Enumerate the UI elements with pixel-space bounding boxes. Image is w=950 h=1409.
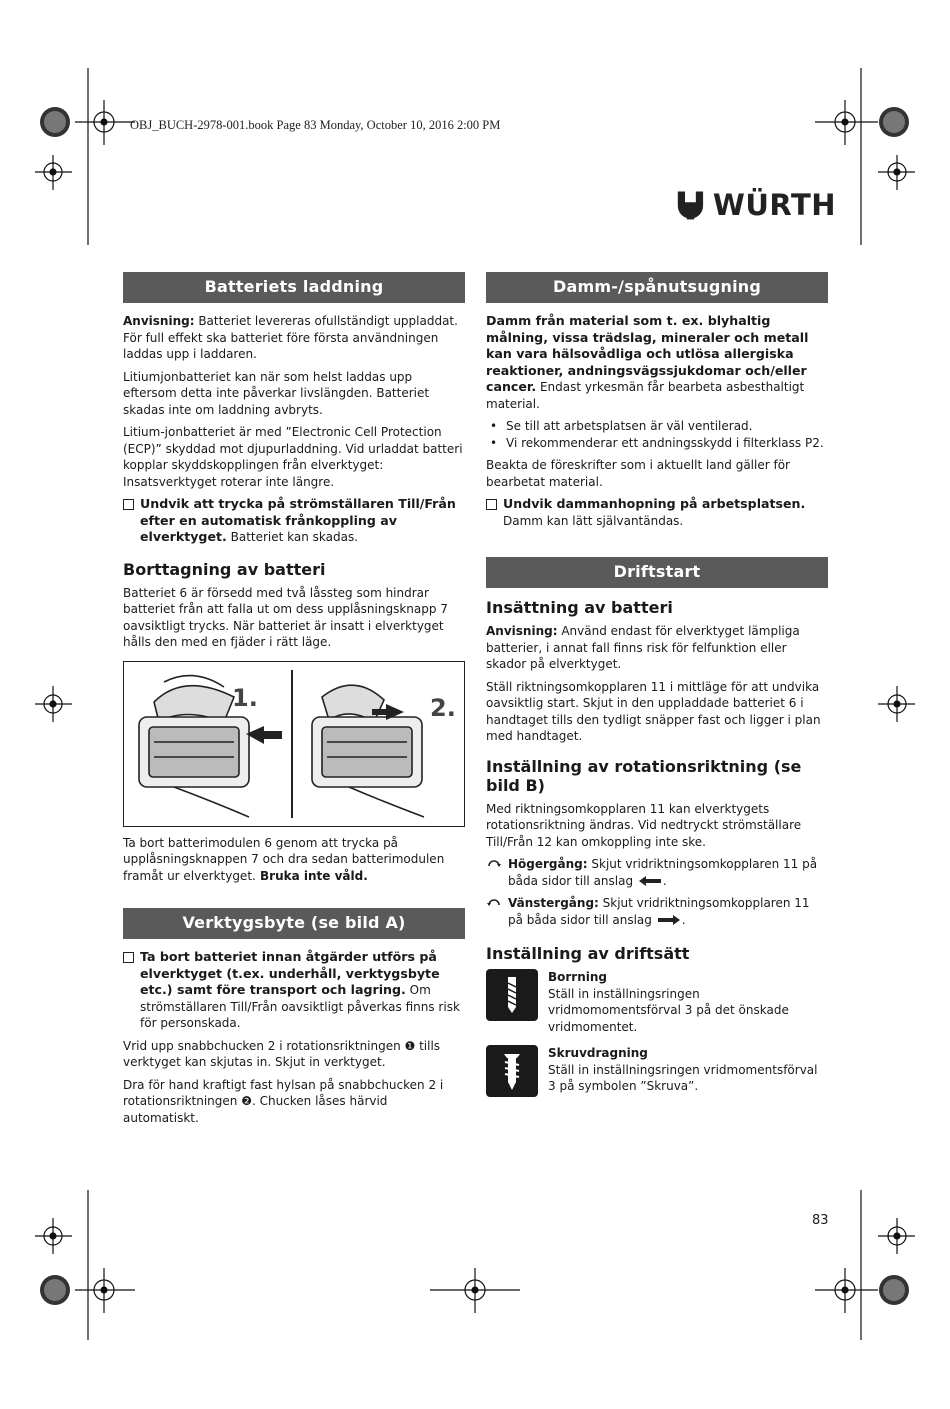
bullet-list (486, 418, 828, 451)
battery-pack-drawing (124, 662, 464, 824)
print-header: OBJ_BUCH-2978-001.book Page 83 Monday, October 10, 2016 2:00 PM (130, 118, 501, 132)
paragraph: Ta bort batterimodulen 6 genom att trycka på upplåsningsknappen 7 och dra sedan batterimodulen framåt ur elverktyget. Bruka inte våld. (123, 835, 445, 883)
section-title-dust-extraction: Damm-/spånutsugning (486, 272, 828, 303)
step-label: 2. (430, 693, 456, 722)
mode-drilling (486, 969, 828, 1035)
mode-title: Skruvdragning (548, 1046, 648, 1060)
mode-description: Ställ in inställningsringen vridmomentsförval 3 på symbolen ”Skruva”. (548, 1062, 818, 1093)
list-item: • Vi rekommenderar ett andningsskydd i filterklass P2. (506, 435, 828, 452)
checkbox-bullet-icon (123, 499, 134, 510)
clockwise-rotation-icon (486, 856, 502, 872)
battery-removal-illustration (123, 661, 465, 827)
checkbox-bullet-icon (486, 499, 497, 510)
paragraph: Litium-jonbatteriet är med ”Electronic Cell Protection (ECP)” skyddad mot djupurladdning. Vid urladdat batteri kopplar skyddskopplingen från elverktyget: Insatsverktyget roterar inte längre. (123, 425, 463, 489)
arrow-left-icon (639, 876, 661, 886)
step-label: 1. (232, 683, 258, 712)
section-title-tool-change: Verktygsbyte (se bild A) (123, 908, 465, 939)
paragraph: Beakta de föreskrifter som i aktuellt land gäller för bearbetat material. (486, 458, 790, 489)
wurth-emblem-icon (676, 188, 705, 222)
screw-icon (486, 1045, 538, 1097)
checkbox-bullet-icon (123, 952, 134, 963)
subheading-operating-mode: Inställning av driftsätt (486, 944, 690, 963)
right-column (486, 272, 828, 1107)
paragraph: Vrid upp snabbchucken 2 i rotationsriktningen ❶ tills verktyget kan skjutas in. Skjut in verktyget. (123, 1038, 441, 1069)
left-column (123, 272, 465, 1132)
warning-note: Undvik att trycka på strömställaren Till/Från efter en automatisk frånkoppling av elverktyget. Batteriet kan skadas. (123, 496, 465, 546)
drill-bit-icon (486, 969, 538, 1021)
rotation-left-item: Vänstergång: Skjut vridriktningsomkopplaren 11 på båda sidor till anslag . (486, 895, 828, 928)
paragraph: Ställ riktningsomkopplaren 11 i mittläge för att undvika oavsiktlig start. Skjut in den uppladdade batteriet 6 i handtaget tills den tydligt snäpper fast och ligger i plan med handtaget. (486, 679, 821, 743)
subheading-rotation-direction: Inställning av rotationsriktning (se bild B) (486, 756, 802, 795)
figure-divider (291, 670, 293, 818)
mode-title: Borrning (548, 970, 608, 984)
paragraph: Dra för hand kraftigt fast hylsan på snabbchucken 2 i rotationsriktningen ❷. Chucken låses härvid automatiskt. (123, 1077, 444, 1125)
brand-logo (676, 187, 836, 223)
mode-screwdriving (486, 1045, 828, 1097)
page-number: 83 (812, 1213, 829, 1228)
warning-note: Ta bort batteriet innan åtgärder utförs på elverktyget (t.ex. underhåll, verktygsbyte etc.) samt före transport och lagring. Om strömställaren Till/Från oavsiktligt påverkas finns risk för personskada. (123, 949, 465, 1032)
arrow-right-icon (658, 915, 680, 925)
warning-note: Undvik dammanhopning på arbetsplatsen. Damm kan lätt självantändas. (486, 496, 828, 529)
subheading-battery-insertion: Insättning av batteri (486, 598, 673, 617)
section-title-start-up: Driftstart (486, 557, 828, 588)
section-title-battery-charging: Batteriets laddning (123, 272, 465, 303)
paragraph: Anvisning: Använd endast för elverktyget lämpliga batterier, i annat fall finns risk för felfunktion eller skador på elverktyget. (486, 624, 800, 671)
subheading-battery-removal: Borttagning av batteri (123, 559, 326, 579)
paragraph: Damm från material som t. ex. blyhaltig målning, vissa trädslag, mineraler och metall kan vara hälsovådliga och utlösa allergiska reaktioner, andningsvägssjukdomar och/eller cancer. Endast yrkesmän får bearbeta asbesthaltigt material. (486, 313, 809, 411)
paragraph: Med riktningsomkopplaren 11 kan elverktygets rotationsriktning ändras. Vid nedtryckt strömställare Till/Från 12 kan omkoppling inte ske. (486, 801, 802, 849)
list-item: • Se till att arbetsplatsen är väl ventilerad. (506, 418, 828, 435)
paragraph: Batteriet 6 är försedd med två låssteg som hindrar batteriet från att falla ut om dess upplåsningsknapp 7 oavsiktligt trycks. När batteriet är insatt i elverktyget hålls den med en fjäder i rätt läge. (123, 585, 448, 649)
paragraph: Litiumjonbatteriet kan när som helst laddas upp eftersom detta inte påverkar livslängden. Batteriet skadas inte om laddning avbryts. (123, 369, 430, 417)
paragraph: Anvisning: Batteriet levereras ofullständigt uppladdat. För full effekt ska batteriet före första användningen laddas upp i laddaren. (123, 314, 458, 361)
mode-description: Ställ in inställningsringen vridmomomentsförval 3 på det önskade vridmomentet. (548, 986, 789, 1034)
counterclockwise-rotation-icon (486, 895, 502, 911)
rotation-right-item: Högergång: Skjut vridriktningsomkopplaren 11 på båda sidor till anslag . (486, 856, 828, 889)
brand-wordmark: WÜRTH (712, 188, 836, 222)
